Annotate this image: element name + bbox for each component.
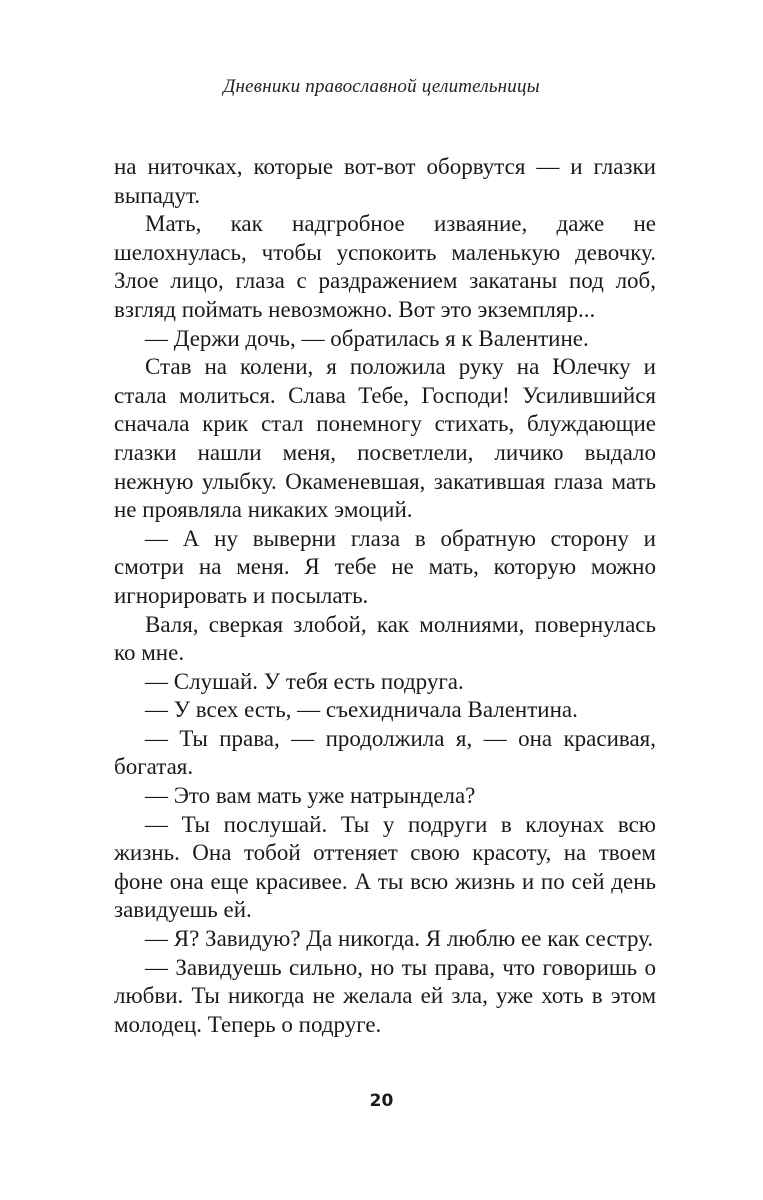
paragraph: Мать, как надгробное изваяние, даже не шелохнулась, чтобы успокоить маленькую девочку. Злое лицо, глаза с раздражением закатаны под лоб, взгляд поймать невозможно. Вот это экземпляр... bbox=[114, 211, 656, 322]
paragraph: Валя, сверкая злобой, как молниями, повернулась ко мне. bbox=[114, 611, 656, 666]
paragraph: — Я? Завидую? Да никогда. Я люблю ее как сестру. bbox=[145, 926, 654, 952]
paragraph: — У всех есть, — съехидничала Валентина. bbox=[145, 697, 578, 723]
running-header: Дневники православной целительницы bbox=[223, 76, 540, 97]
paragraph: Став на колени, я положила руку на Юлечку и стала молиться. Слава Тебе, Господи! Усилившийся сначала крик стал понемногу стихать, блуждающие глазки нашли меня, посветлели, личико выдало нежную улыбку. Окаменевшая, закатившая глаза мать не проявляла никаких эмоций. bbox=[114, 354, 656, 523]
paragraph: — Ты послушай. Ты у подруги в клоунах всю жизнь. Она тобой оттеняет свою красоту, на твоем фоне она еще красивее. А ты всю жизнь и по сей день завидуешь ей. bbox=[114, 811, 656, 923]
paragraph: — Слушай. У тебя есть подруга. bbox=[145, 668, 464, 694]
body-text bbox=[114, 153, 656, 1039]
paragraph: — Держи дочь, — обратилась я к Валентине. bbox=[145, 325, 589, 351]
paragraph: — А ну выверни глаза в обратную сторону и смотри на меня. Я тебе не мать, которую можно игнорировать и посылать. bbox=[114, 525, 656, 608]
paragraph: на ниточках, которые вот-вот оборвутся — и глазки выпадут. bbox=[114, 154, 656, 208]
paragraph: — Завидуешь сильно, но ты права, что говоришь о любви. Ты никогда не желала ей зла, уже хоть в этом молодец. Теперь о подруге. bbox=[114, 954, 656, 1037]
paragraph: — Ты права, — продолжила я, — она красивая, богатая. bbox=[114, 725, 656, 780]
paragraph: — Это вам мать уже натрындела? bbox=[145, 783, 476, 809]
page-number: 20 bbox=[369, 1091, 394, 1111]
